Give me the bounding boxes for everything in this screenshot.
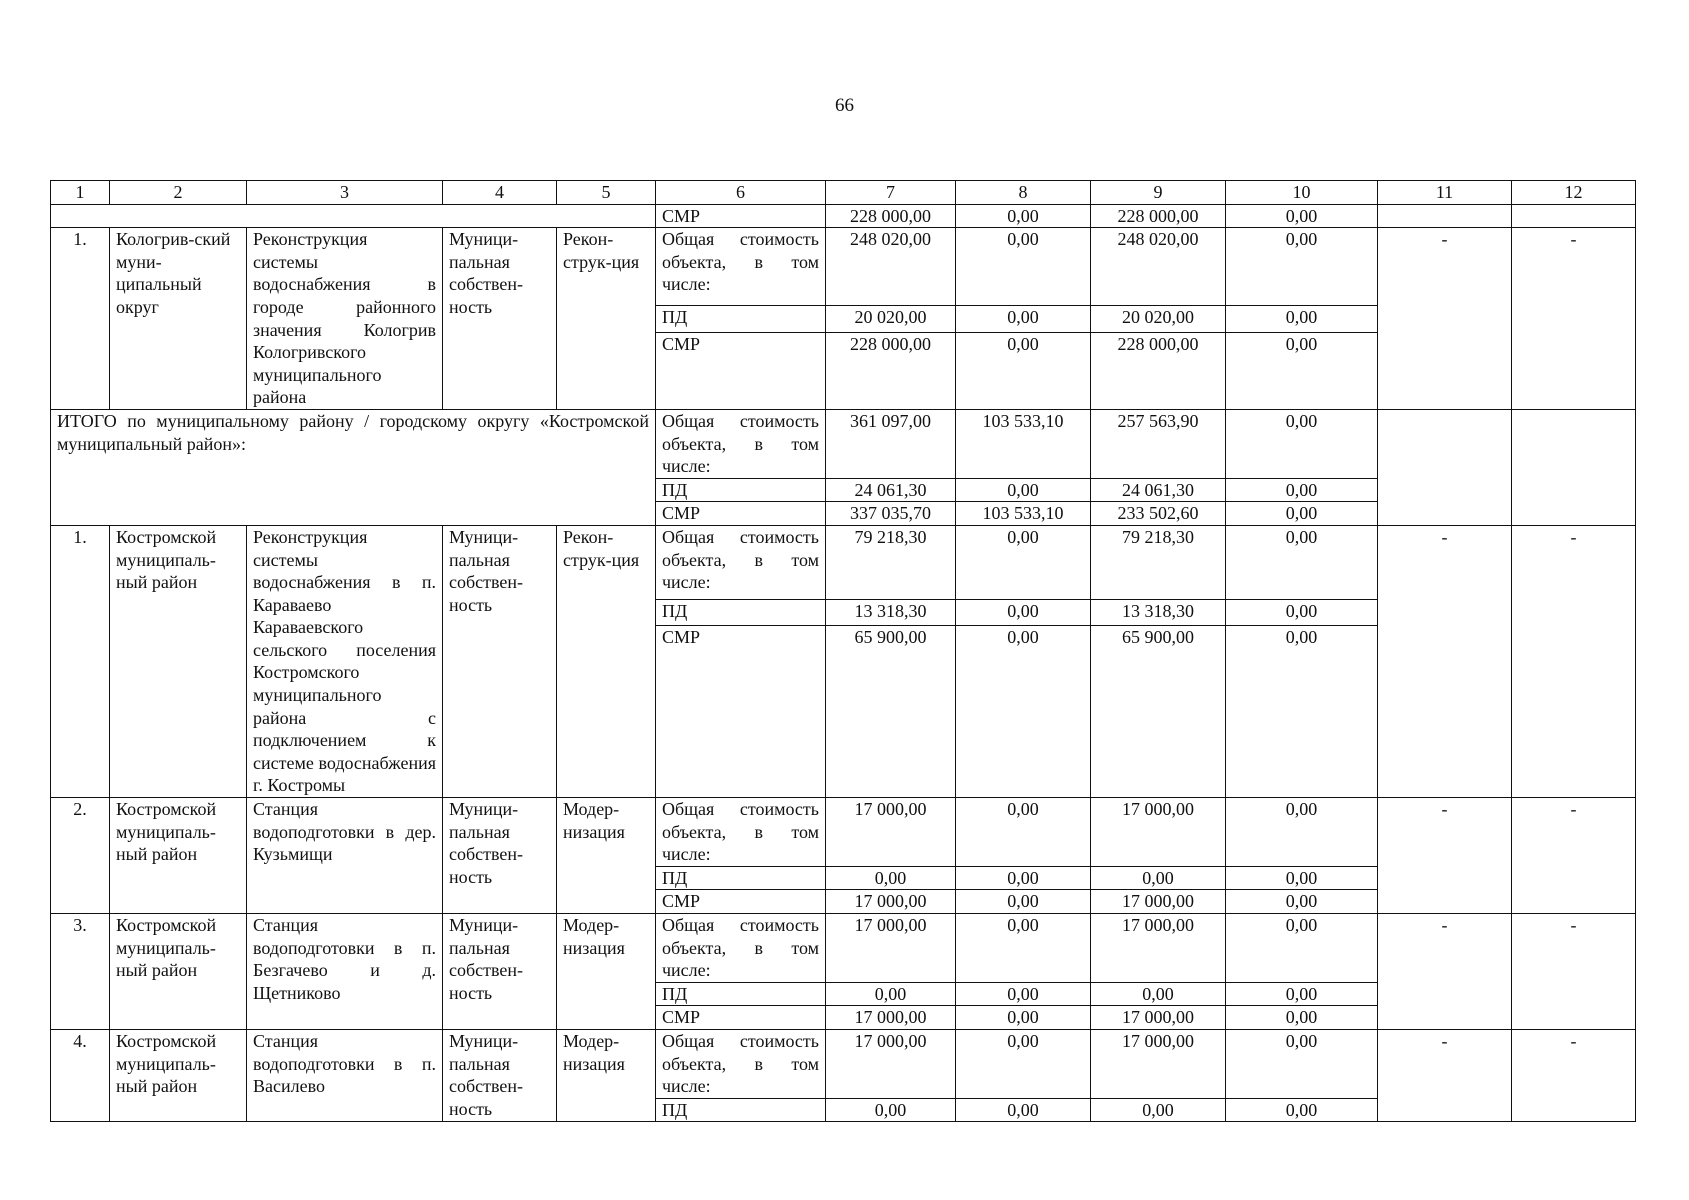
- object-cell: Реконструкция системы водоснабжения в городе районного значения Кологрив Кологривского муниципального района: [247, 228, 443, 410]
- object-cell: Станция водоподготовки в дер. Кузьмищи: [247, 798, 443, 914]
- smr-col9: 228 000,00: [1091, 332, 1226, 409]
- work-type-cell: Модер-низация: [557, 1029, 656, 1121]
- total-col9: 257 563,90: [1091, 409, 1226, 478]
- carry-col9: 228 000,00: [1091, 204, 1226, 228]
- smr-label: СМР: [656, 625, 826, 797]
- row-number: 1.: [51, 525, 110, 797]
- header-cell-11: 11: [1378, 181, 1512, 205]
- col11-cell: [1378, 409, 1512, 525]
- district-cell: Костромской муниципаль-ный район: [110, 914, 247, 1030]
- total-row-label: ИТОГО по муниципальному району / городскому округу «Костромской муниципальный район»:: [51, 409, 656, 525]
- row-number: 1.: [51, 228, 110, 410]
- table-row: [51, 228, 1636, 306]
- object-cell: Станция водоподготовки в п. Василево: [247, 1029, 443, 1121]
- total-col8: 103 533,10: [956, 409, 1091, 478]
- total-label: Общая стоимость объекта, в том числе:: [656, 798, 826, 867]
- smr-col8: 103 533,10: [956, 502, 1091, 526]
- total-col10: 0,00: [1226, 1029, 1378, 1098]
- smr-col10: 0,00: [1226, 890, 1378, 914]
- col11-cell: -: [1378, 525, 1512, 797]
- smr-col9: 17 000,00: [1091, 1006, 1226, 1030]
- smr-col9: 17 000,00: [1091, 890, 1226, 914]
- header-cell-4: 4: [443, 181, 557, 205]
- ownership-cell: Муници-пальная собствен-ность: [443, 525, 557, 797]
- total-col7: 17 000,00: [826, 1029, 956, 1098]
- pd-col9: 0,00: [1091, 982, 1226, 1006]
- smr-col8: 0,00: [956, 332, 1091, 409]
- pd-col7: 0,00: [826, 1098, 956, 1122]
- smr-col9: 233 502,60: [1091, 502, 1226, 526]
- total-col8: 0,00: [956, 1029, 1091, 1098]
- total-col9: 17 000,00: [1091, 914, 1226, 983]
- pd-col8: 0,00: [956, 1098, 1091, 1122]
- smr-label: СМР: [656, 502, 826, 526]
- pd-label: ПД: [656, 478, 826, 502]
- smr-col7: 337 035,70: [826, 502, 956, 526]
- header-row: [51, 181, 1636, 205]
- pd-col10: 0,00: [1226, 866, 1378, 890]
- work-type-cell: Рекон-струк-ция: [557, 525, 656, 797]
- pd-col8: 0,00: [956, 306, 1091, 333]
- carry-over-row: [51, 204, 1636, 228]
- smr-col7: 17 000,00: [826, 1006, 956, 1030]
- total-col8: 0,00: [956, 798, 1091, 867]
- col12-cell: -: [1512, 525, 1636, 797]
- ownership-cell: Муници-пальная собствен-ность: [443, 1029, 557, 1121]
- pd-col8: 0,00: [956, 982, 1091, 1006]
- district-cell: Костромской муниципаль-ный район: [110, 798, 247, 914]
- col11-cell: -: [1378, 798, 1512, 914]
- total-col7: 17 000,00: [826, 914, 956, 983]
- pd-col8: 0,00: [956, 600, 1091, 626]
- row-number: 4.: [51, 1029, 110, 1121]
- smr-col7: 65 900,00: [826, 625, 956, 797]
- header-cell-10: 10: [1226, 181, 1378, 205]
- smr-col8: 0,00: [956, 890, 1091, 914]
- smr-col10: 0,00: [1226, 502, 1378, 526]
- smr-label: СМР: [656, 890, 826, 914]
- total-label: Общая стоимость объекта, в том числе:: [656, 228, 826, 306]
- total-col8: 0,00: [956, 228, 1091, 306]
- row-number: 3.: [51, 914, 110, 1030]
- total-col7: 79 218,30: [826, 525, 956, 599]
- total-col7: 17 000,00: [826, 798, 956, 867]
- smr-label: СМР: [656, 1006, 826, 1030]
- pd-col7: 20 020,00: [826, 306, 956, 333]
- smr-label: СМР: [656, 332, 826, 409]
- carry-col8: 0,00: [956, 204, 1091, 228]
- col11-cell: -: [1378, 228, 1512, 410]
- total-label: Общая стоимость объекта, в том числе:: [656, 914, 826, 983]
- header-cell-12: 12: [1512, 181, 1636, 205]
- total-label: Общая стоимость объекта, в том числе:: [656, 1029, 826, 1098]
- smr-col8: 0,00: [956, 625, 1091, 797]
- total-row: [51, 409, 1636, 478]
- header-cell-7: 7: [826, 181, 956, 205]
- col11-cell: -: [1378, 1029, 1512, 1121]
- total-label: Общая стоимость объекта, в том числе:: [656, 525, 826, 599]
- pd-col10: 0,00: [1226, 600, 1378, 626]
- carry-col7: 228 000,00: [826, 204, 956, 228]
- investment-table: [50, 180, 1636, 1122]
- col11-cell: -: [1378, 914, 1512, 1030]
- carry-col12: [1512, 204, 1636, 228]
- object-cell: Станция водоподготовки в п. Безгачево и д. Щетниково: [247, 914, 443, 1030]
- col12-cell: -: [1512, 228, 1636, 410]
- pd-label: ПД: [656, 1098, 826, 1122]
- pd-col7: 13 318,30: [826, 600, 956, 626]
- header-cell-9: 9: [1091, 181, 1226, 205]
- pd-col9: 24 061,30: [1091, 478, 1226, 502]
- table-row: [51, 914, 1636, 983]
- district-cell: Костромской муниципаль-ный район: [110, 1029, 247, 1121]
- smr-col7: 17 000,00: [826, 890, 956, 914]
- pd-col7: 24 061,30: [826, 478, 956, 502]
- carry-label: СМР: [656, 204, 826, 228]
- pd-col9: 13 318,30: [1091, 600, 1226, 626]
- carry-col11: [1378, 204, 1512, 228]
- pd-col10: 0,00: [1226, 982, 1378, 1006]
- pd-col9: 0,00: [1091, 1098, 1226, 1122]
- total-col10: 0,00: [1226, 525, 1378, 599]
- pd-col8: 0,00: [956, 866, 1091, 890]
- object-cell: Реконструкция системы водоснабжения в п. Караваево Караваевского сельского поселения Костромского муниципального района с подключением к системе водоснабжения г. Костромы: [247, 525, 443, 797]
- total-col9: 248 020,00: [1091, 228, 1226, 306]
- carry-col10: 0,00: [1226, 204, 1378, 228]
- table-row: [51, 1029, 1636, 1098]
- carry-over-blank: [51, 204, 656, 228]
- smr-col10: 0,00: [1226, 625, 1378, 797]
- work-type-cell: Модер-низация: [557, 798, 656, 914]
- pd-col7: 0,00: [826, 982, 956, 1006]
- pd-col9: 0,00: [1091, 866, 1226, 890]
- header-cell-3: 3: [247, 181, 443, 205]
- pd-label: ПД: [656, 982, 826, 1006]
- total-col10: 0,00: [1226, 914, 1378, 983]
- smr-col9: 65 900,00: [1091, 625, 1226, 797]
- pd-col8: 0,00: [956, 478, 1091, 502]
- district-cell: Кологрив-ский муни-ципальный округ: [110, 228, 247, 410]
- header-cell-8: 8: [956, 181, 1091, 205]
- pd-label: ПД: [656, 600, 826, 626]
- header-cell-6: 6: [656, 181, 826, 205]
- table-row: [51, 798, 1636, 867]
- total-col10: 0,00: [1226, 228, 1378, 306]
- work-type-cell: Рекон-струк-ция: [557, 228, 656, 410]
- smr-col8: 0,00: [956, 1006, 1091, 1030]
- work-type-cell: Модер-низация: [557, 914, 656, 1030]
- total-label: Общая стоимость объекта, в том числе:: [656, 409, 826, 478]
- smr-col10: 0,00: [1226, 1006, 1378, 1030]
- total-col8: 0,00: [956, 525, 1091, 599]
- ownership-cell: Муници-пальная собствен-ность: [443, 914, 557, 1030]
- pd-col10: 0,00: [1226, 1098, 1378, 1122]
- district-cell: Костромской муниципаль-ный район: [110, 525, 247, 797]
- total-col9: 17 000,00: [1091, 1029, 1226, 1098]
- pd-label: ПД: [656, 306, 826, 333]
- total-col9: 17 000,00: [1091, 798, 1226, 867]
- row-number: 2.: [51, 798, 110, 914]
- header-cell-1: 1: [51, 181, 110, 205]
- pd-col10: 0,00: [1226, 306, 1378, 333]
- col12-cell: -: [1512, 914, 1636, 1030]
- total-col10: 0,00: [1226, 798, 1378, 867]
- page-number: 66: [835, 95, 854, 116]
- pd-col9: 20 020,00: [1091, 306, 1226, 333]
- table-row: [51, 525, 1636, 599]
- header-cell-2: 2: [110, 181, 247, 205]
- pd-col7: 0,00: [826, 866, 956, 890]
- total-col8: 0,00: [956, 914, 1091, 983]
- total-col9: 79 218,30: [1091, 525, 1226, 599]
- ownership-cell: Муници-пальная собствен-ность: [443, 798, 557, 914]
- col12-cell: -: [1512, 798, 1636, 914]
- col12-cell: [1512, 409, 1636, 525]
- header-cell-5: 5: [557, 181, 656, 205]
- total-col10: 0,00: [1226, 409, 1378, 478]
- pd-label: ПД: [656, 866, 826, 890]
- col12-cell: -: [1512, 1029, 1636, 1121]
- total-col7: 361 097,00: [826, 409, 956, 478]
- smr-col7: 228 000,00: [826, 332, 956, 409]
- smr-col10: 0,00: [1226, 332, 1378, 409]
- total-col7: 248 020,00: [826, 228, 956, 306]
- pd-col10: 0,00: [1226, 478, 1378, 502]
- ownership-cell: Муници-пальная собствен-ность: [443, 228, 557, 410]
